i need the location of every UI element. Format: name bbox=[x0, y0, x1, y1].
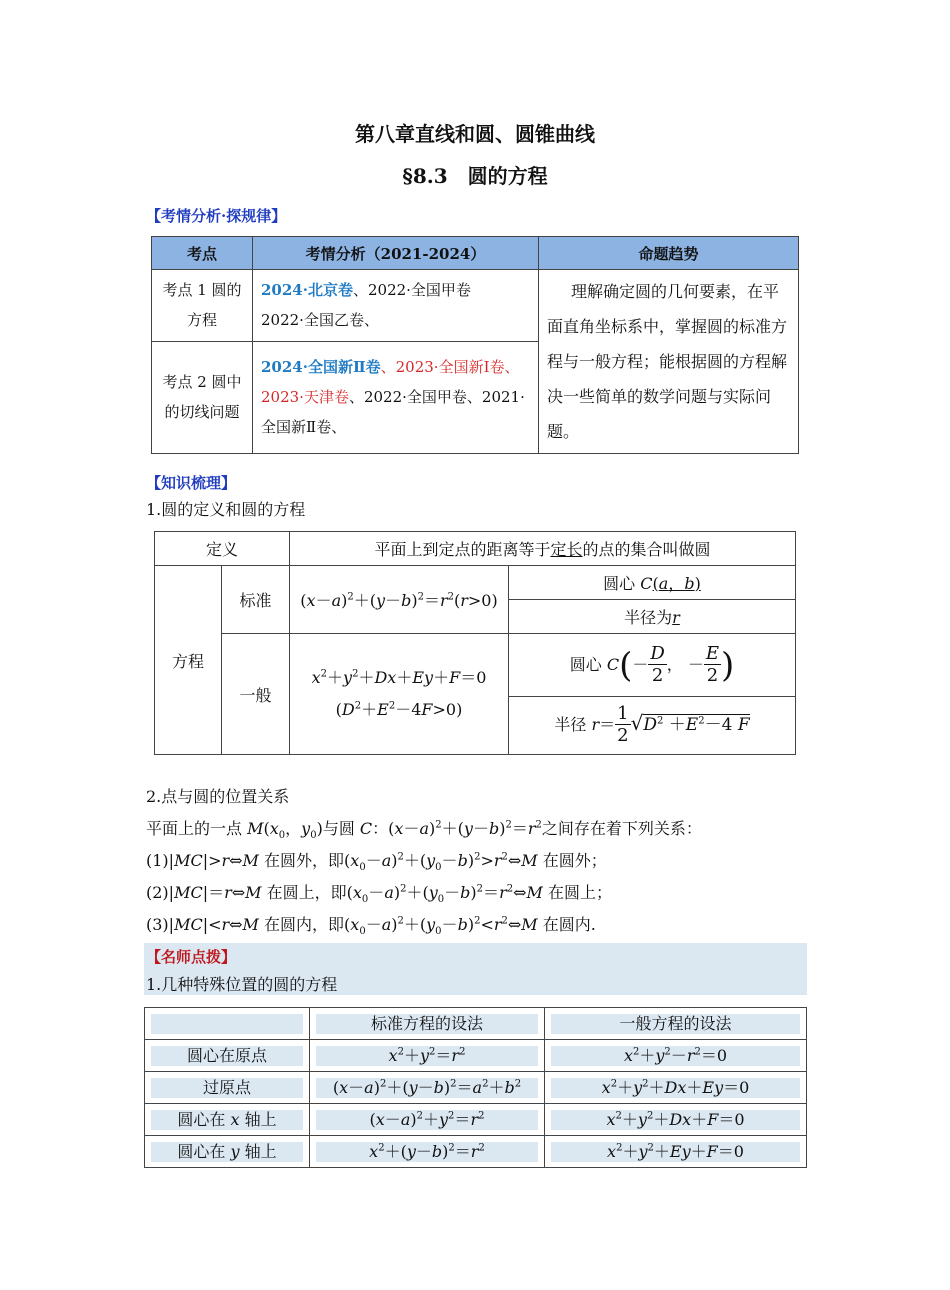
t3-origin-gen: $x^2+y^2-r^2=0$ bbox=[545, 1040, 807, 1072]
eq-label: 方程 bbox=[155, 566, 222, 755]
t3-row-through-origin: 过原点 bbox=[145, 1072, 310, 1104]
position-intro: 平面上的一点 $M(x_0$，$y_0$)与圆 C：$(x-a)^2+(y-b)^2=r^2$之间存在着下列关系： bbox=[146, 819, 702, 842]
position-inside: (3)|MC|<r⇔M 在圆内，即$(x_0-a)^2+(y_0-b)^2<r^2\Leftrightarrow M$ 在圆内. bbox=[146, 915, 596, 938]
def-label: 定义 bbox=[155, 532, 290, 566]
t3-y-std: $x^2+(y-b)^2=r^2$ bbox=[310, 1136, 545, 1168]
std-equation: $(x-a)^2+(y-b)^2=r^2(r>0)$ bbox=[290, 566, 509, 634]
t3-y-gen: $x^2+y^2+Ey+F=0$ bbox=[545, 1136, 807, 1168]
std-center: 圆心 C(a，b) bbox=[509, 566, 796, 600]
gen-equation: $x^2+y^2+Dx+Ey+F=0$ $(D^2+E^2-4F>0)$ bbox=[290, 634, 509, 755]
std-label: 标准 bbox=[222, 566, 290, 634]
trend-text: 理解确定圆的几何要素，在平面直角坐标系中，掌握圆的标准方程与一般方程；能根据圆的方程解决一些简单的数学问题与实际问题。 bbox=[539, 270, 799, 454]
position-on: (2)|MC|＝r⇔M 在圆上，即$(x_0-a)^2+(y_0-b)^2=r^2\Leftrightarrow M$ 在圆上； bbox=[146, 883, 612, 906]
t3-header-std: 标准方程的设法 bbox=[310, 1008, 545, 1040]
exam-analysis-table bbox=[151, 236, 799, 454]
def-text: 平面上到定点的距离等于定长的点的集合叫做圆 bbox=[290, 532, 796, 566]
header-analysis: 考情分析（2021-2024） bbox=[253, 237, 539, 270]
gen-center: 圆心 C(－ $\frac{D}{2}$ ， － $\frac{E}{2}$ ) bbox=[509, 634, 796, 697]
t3-x-std: $(x-a)^2+y^2=r^2$ bbox=[310, 1104, 545, 1136]
t3-row-x-axis: 圆心在 x 轴上 bbox=[145, 1104, 310, 1136]
section-title: §8.3 圆的方程 bbox=[402, 164, 548, 188]
chapter-title: 第八章直线和圆、圆锥曲线 bbox=[355, 122, 595, 146]
t3-through-gen: $x^2+y^2+Dx+Ey=0$ bbox=[545, 1072, 807, 1104]
analysis-2: 2024·全国新Ⅱ卷、2023·全国新Ⅰ卷、2023·天津卷、2022·全国甲卷、2021·全国新Ⅱ卷、 bbox=[253, 341, 539, 453]
t3-origin-std: $x^2+y^2=r^2$ bbox=[310, 1040, 545, 1072]
knowledge-item-1: 1.圆的定义和圆的方程 bbox=[146, 500, 306, 519]
std-radius: 半径为r bbox=[509, 600, 796, 634]
point-1: 考点 1 圆的方程 bbox=[152, 270, 253, 342]
t3-x-gen: $x^2+y^2+Dx+F=0$ bbox=[545, 1104, 807, 1136]
special-circle-table bbox=[144, 1007, 807, 1168]
exam-analysis-heading: 【考情分析·探规律】 bbox=[146, 207, 287, 225]
position-outside: (1)|MC|>r⇔M 在圆外，即$(x_0-a)^2+(y_0-b)^2>r^2\Leftrightarrow M$ 在圆外； bbox=[146, 851, 607, 874]
header-trend: 命题趋势 bbox=[539, 237, 799, 270]
gen-label: 一般 bbox=[222, 634, 290, 755]
t3-row-origin: 圆心在原点 bbox=[145, 1040, 310, 1072]
t3-header-gen: 一般方程的设法 bbox=[545, 1008, 807, 1040]
gen-radius: 半径 r＝ $\frac{1}{2}$ $√D^2 +E^2-4$ F bbox=[509, 697, 796, 755]
knowledge-heading: 【知识梳理】 bbox=[146, 474, 237, 492]
analysis-1: 2024·北京卷、2022·全国甲卷 2022·全国乙卷、 bbox=[253, 270, 539, 342]
t3-through-std: $(x-a)^2+(y-b)^2=a^2+b^2$ bbox=[310, 1072, 545, 1104]
point-2: 考点 2 圆中的切线问题 bbox=[152, 341, 253, 453]
tips-heading: 【名师点拨】 bbox=[146, 948, 237, 966]
circle-equation-table bbox=[154, 531, 796, 755]
knowledge-item-2: 2.点与圆的位置关系 bbox=[146, 787, 290, 806]
tips-item-1: 1.几种特殊位置的圆的方程 bbox=[146, 975, 338, 994]
header-point: 考点 bbox=[152, 237, 253, 270]
t3-row-y-axis: 圆心在 y 轴上 bbox=[145, 1136, 310, 1168]
t3-corner bbox=[145, 1008, 310, 1040]
